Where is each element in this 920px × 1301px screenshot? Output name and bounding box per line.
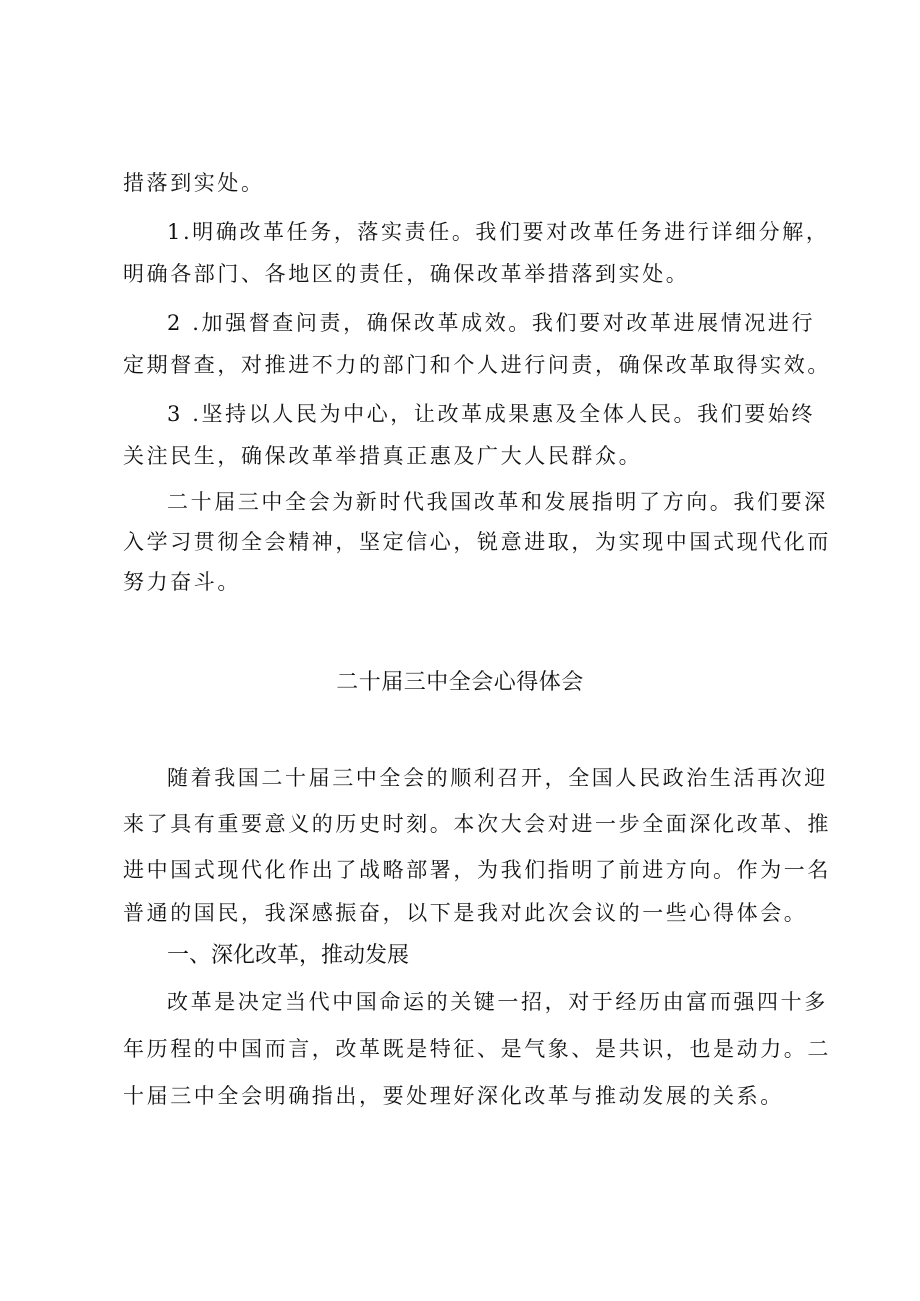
conclusion-line-2: 入学习贯彻全会精神，坚定信心，锐意进取，为实现中国式现代化而 <box>123 530 831 554</box>
paragraph-continuation: 措落到实处。 <box>123 171 265 195</box>
conclusion-line-3: 努力奋斗。 <box>123 570 241 594</box>
list-item-3-line-2: 关注民生，确保改革举措真正惠及广大人民群众。 <box>123 444 643 468</box>
section-1-line-2: 年历程的中国而言，改革既是特征、是气象、是共识，也是动力。二 <box>123 1037 831 1061</box>
list-item-1-line-2: 明确各部门、各地区的责任，确保改革举措落到实处。 <box>123 262 690 286</box>
section-heading: 一、深化改革，推动发展 <box>167 943 410 968</box>
intro-line-1: 随着我国二十届三中全会的顺利召开，全国人民政治生活再次迎 <box>167 766 828 790</box>
list-item-1-line-1: 1.明确改革任务，落实责任。我们要对改革任务进行详细分解， <box>167 220 830 244</box>
list-item-2-line-1: 2 .加强督查问责，确保改革成效。我们要对改革进展情况进行 <box>167 311 816 335</box>
intro-line-4: 普通的国民，我深感振奋，以下是我对此次会议的一些心得体会。 <box>123 901 808 925</box>
section-1-line-3: 十届三中全会明确指出，要处理好深化改革与推动发展的关系。 <box>123 1084 784 1108</box>
list-item-3-line-1: 3 .坚持以人民为中心，让改革成果惠及全体人民。我们要始终 <box>167 402 816 426</box>
intro-line-3: 进中国式现代化作出了战略部署，为我们指明了前进方向。作为一名 <box>123 858 831 882</box>
intro-line-2: 来了具有重要意义的历史时刻。本次大会对进一步全面深化改革、推 <box>123 812 831 836</box>
list-item-2-line-2: 定期督查，对推进不力的部门和个人进行问责，确保改革取得实效。 <box>123 353 831 377</box>
conclusion-line-1: 二十届三中全会为新时代我国改革和发展指明了方向。我们要深 <box>167 490 828 514</box>
section-1-line-1: 改革是决定当代中国命运的关键一招，对于经历由富而强四十多 <box>167 990 828 1014</box>
page-title: 二十届三中全会心得体会 <box>336 670 584 695</box>
